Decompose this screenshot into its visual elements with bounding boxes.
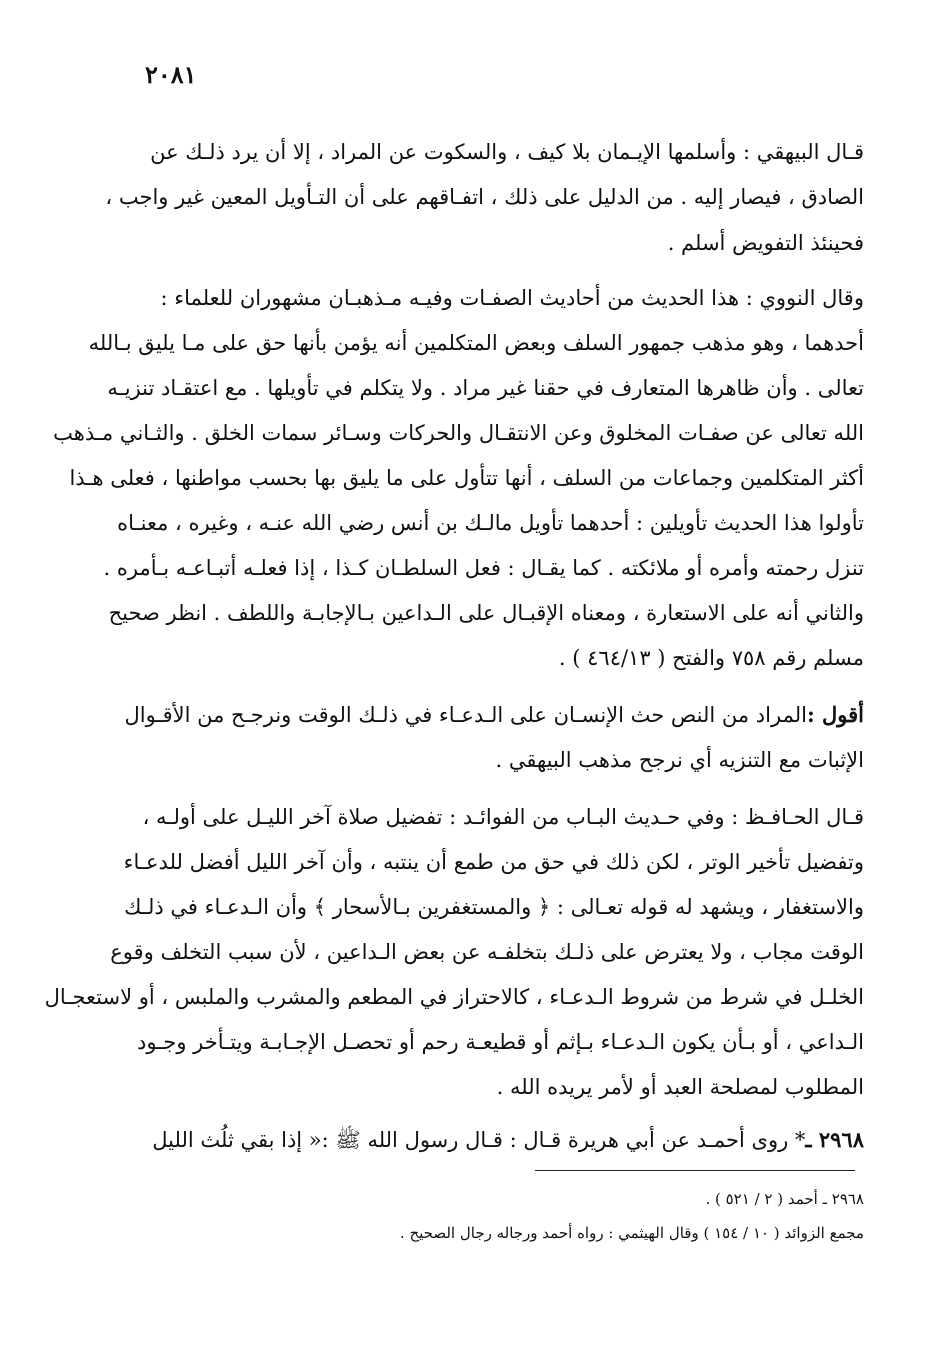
text-segment: المراد من النص حث الإنسـان على الـدعـاء في ذلـك الوقت ونرجـح من الأقـوال [124,703,807,727]
lead-word: أقول : [806,702,864,727]
text-line: تعالى . وأن ظاهرها المتعارف في حقنا غير مراد . ولا يتكلم في تأويلها . مع اعتقـاد تنزيـه [107,376,864,400]
footnote: مجمع الزوائد ( ١٠ / ١٥٤ ) وقال الهيثمي : رواه أحمد ورجاله رجال الصحيح . [399,1224,864,1242]
text-line: قـال الحـافـظ : وفي حـديث البـاب من الفوائـد : تفضيل صلاة آخر الليـل على أولـه ، [142,805,864,829]
text-line: أحدهما ، وهو مذهب جمهور السلف وبعض المتكلمين أنه يؤمن بأنها حق على مـا يليق بـالله [88,331,864,355]
text-line: الإثبات مع التنزيه أي نرجح مذهب البيهقي . [495,748,864,772]
text-line: الـداعي ، أو بـأن يكون الـدعـاء بـإثم أو قطيعـة رحم أو تحصـل الإجـابـة ويتـأخر وجـود [137,1030,864,1054]
text-line: الصادق ، فيصار إليه . من الدليل على ذلك ، اتفـاقهم على أن التـأويل المعين غير واجب ، [105,185,864,209]
text-line: تأولوا هذا الحديث تأويلين : أحدهما تأويل مالـك بن أنس رضي الله عنـه ، وغيره ، معنـاه [117,511,864,535]
footnote: ٢٩٦٨ ـ أحمد ( ٢ / ٥٢١ ) . [705,1190,864,1208]
text-line [124,700,864,730]
text-line: والثاني أنه على الاستعارة ، ومعناه الإقبـال على الـداعين بـالإجابـة واللطف . انظر صحيح [108,601,864,625]
text-line: وتفضيل تأخير الوتر ، لكن ذلك في حق من طمع أن ينتبه ، وأن آخر الليل أفضل للدعـاء [123,850,864,874]
text-line: أكثر المتكلمين وجماعات من السلف ، أنها تتأول على ما يليق بها بحسب مواطنها ، فعلى هـذا [69,466,864,490]
text-line: والاستغفار ، ويشهد له قوله تعـالى : ﴿ والمستغفرين بـالأسحار ﴾ وأن الـدعـاء في ذلـك [124,895,864,919]
hadith-line [152,1125,864,1155]
text-segment: * روى أحمـد عن أبي هريرة قـال : قـال رسول الله ﷺ :« إذا بقي ثلُث الليل [152,1128,806,1152]
text-line: الوقت مجاب ، ولا يعترض على ذلـك بتخلفـه عن بعض الـداعين ، لأن سبب التخلف وقوع [110,940,864,964]
text-line: المطلوب لمصلحة العبد أو لأمر يريده الله . [496,1075,864,1099]
text-line: تنزل رحمته وأمره أو ملائكته . كما يقـال : فعل السلطـان كـذا ، إذا فعلـه أتبـاعـه بـأمره . [103,556,864,580]
footnote-divider [535,1170,855,1171]
text-line: مسلم رقم ٧٥٨ والفتح ( ٤٦٤/١٣ ) . [558,646,864,670]
text-line: قـال البيهقي : وأسلمها الإيـمان بلا كيف ، والسكوت عن المراد ، إلا أن يرد ذلـك عن [150,140,864,164]
text-line: الخلـل في شرط من شروط الـدعـاء ، كالاحتراز في المطعم والمشرب والملبس ، أو لاستعجـال [44,985,864,1009]
hadith-number: ٢٩٦٨ ـ [805,1127,864,1152]
text-line: الله تعالى عن صفـات المخلوق وعن الانتقـال والحركات وسـائر سمات الخلق . والثـاني مـذهب [53,421,864,445]
page-number: ٢٠٨١ [145,60,197,89]
text-line: فحينئذ التفويض أسلم . [667,231,864,255]
text-line: وقال النووي : هذا الحديث من أحاديث الصفـات وفيـه مـذهبـان مشهوران للعلماء : [160,286,864,310]
